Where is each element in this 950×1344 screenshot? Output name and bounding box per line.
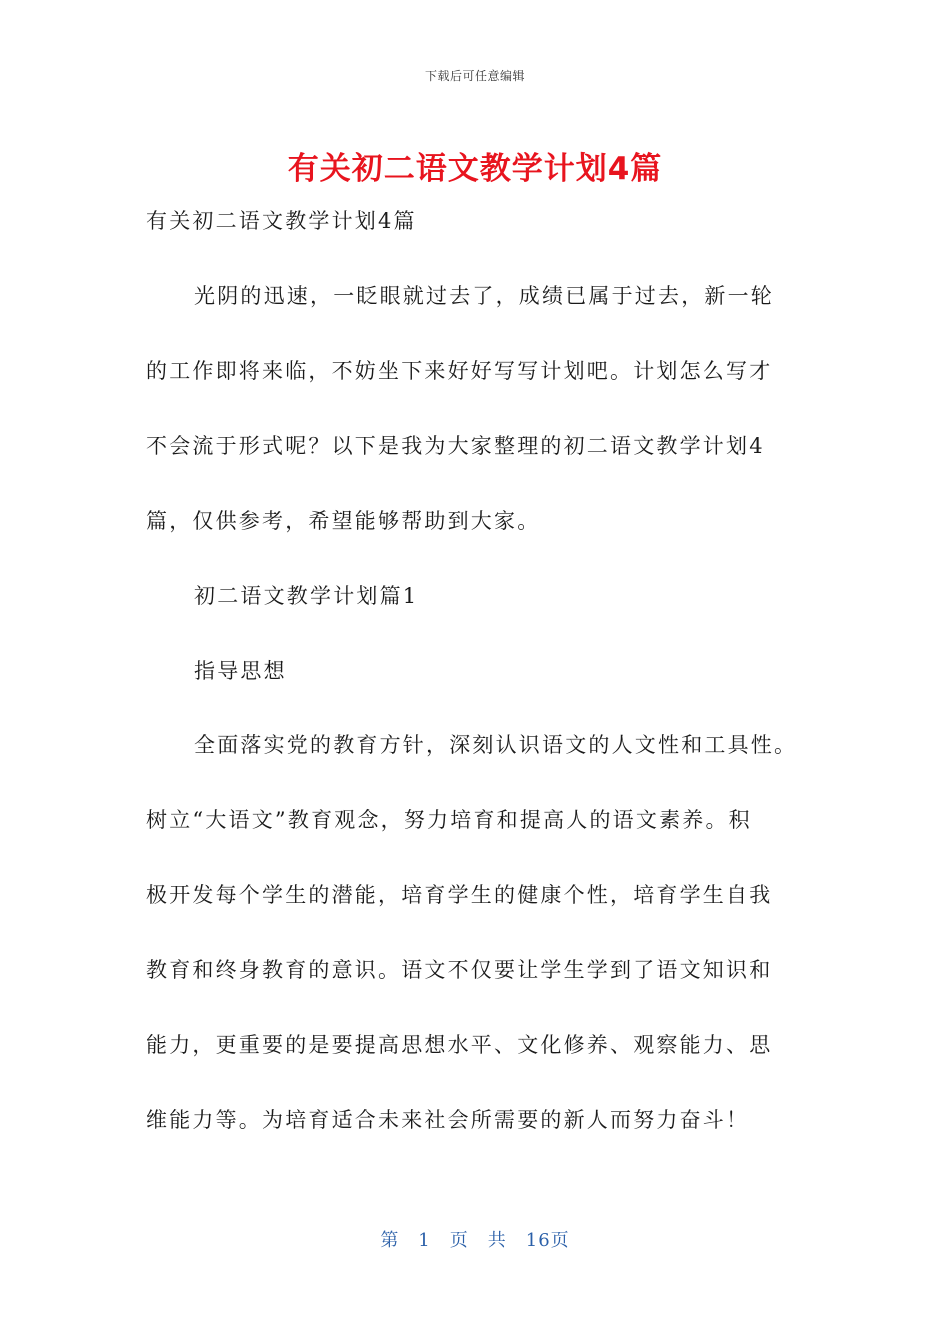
paragraph-line: 全面落实党的教育方针，深刻认识语文的人文性和工具性。: [194, 733, 798, 757]
header-note: 下载后可任意编辑: [424, 69, 525, 83]
paragraph-line: 的工作即将来临，不妨坐下来好好写写计划吧。计划怎么写才: [146, 359, 773, 383]
paragraph-line: 不会流于形式呢？以下是我为大家整理的初二语文教学计划4: [146, 434, 765, 458]
paragraph-line: 树立“大语文”教育观念，努力培育和提高人的语文素养。积: [146, 808, 752, 832]
paragraph-line: 教育和终身教育的意识。语文不仅要让学生学到了语文知识和: [146, 958, 773, 982]
paragraph-line: 能力，更重要的是要提高思想水平、文化修养、观察能力、思: [146, 1033, 773, 1057]
paragraph-line: 光阴的迅速，一眨眼就过去了，成绩已属于过去，新一轮: [194, 284, 774, 308]
section-subheading: 指导思想: [194, 659, 287, 683]
page-number: 第 1 页 共 16页: [380, 1230, 570, 1251]
subtitle-line: 有关初二语文教学计划4篇: [146, 209, 417, 233]
paragraph-line: 篇，仅供参考，希望能够帮助到大家。: [146, 509, 541, 533]
paragraph-line: 维能力等。为培育适合未来社会所需要的新人而努力奋斗！: [146, 1108, 750, 1132]
section-heading: 初二语文教学计划篇1: [194, 584, 419, 608]
paragraph-line: 极开发每个学生的潜能，培育学生的健康个性，培育学生自我: [146, 883, 773, 907]
document-title: 有关初二语文教学计划4篇: [287, 151, 663, 187]
